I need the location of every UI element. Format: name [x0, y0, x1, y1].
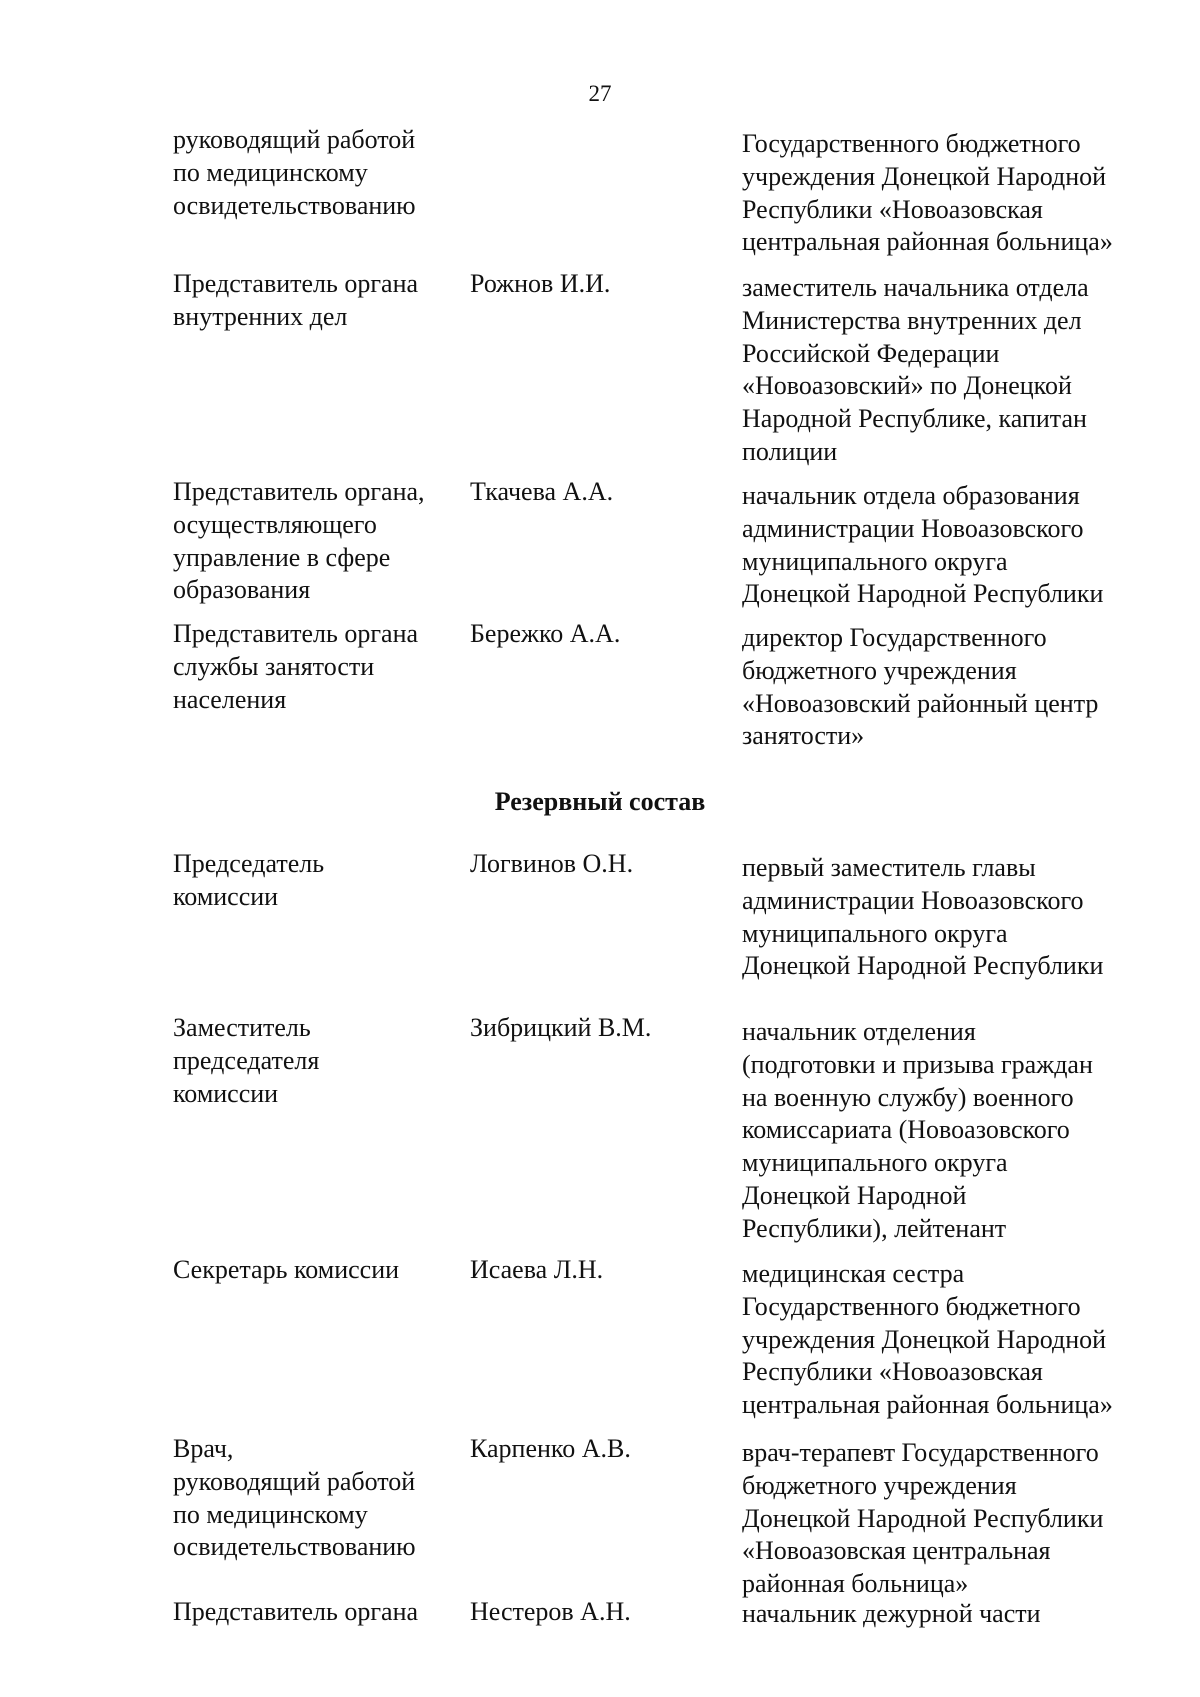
member-name: Нестеров А.Н. — [470, 1597, 631, 1626]
member-position: начальник отдела образования администрации Новоазовского муниципального округа Донецкой Народной Республики — [742, 481, 1104, 609]
member-role: Представитель органа внутренних дел — [173, 269, 419, 331]
member-role: руководящий работой по медицинскому освидетельствованию — [173, 125, 416, 220]
page-number: 27 — [588, 81, 612, 106]
member-role: Представитель органа, осуществляющего управление в сфере образования — [173, 477, 425, 605]
member-role: Заместитель председателя комиссии — [173, 1013, 320, 1108]
reserve-heading: Резервный состав — [494, 787, 706, 816]
member-role: Председатель комиссии — [173, 849, 325, 911]
member-position: директор Государственного бюджетного учреждения «Новоазовский районный центр занятости» — [742, 623, 1099, 751]
member-role: Врач, руководящий работой по медицинскому освидетельствованию — [173, 1434, 416, 1562]
member-role: Представитель органа — [173, 1597, 419, 1626]
member-name: Рожнов И.И. — [470, 269, 611, 298]
member-position: заместитель начальника отдела Министерства внутренних дел Российской Федерации «Новоазовский» по Донецкой Народной Республике, капитан полиции — [742, 273, 1089, 466]
member-position: Государственного бюджетного учреждения Донецкой Народной Республики «Новоазовская центральная районная больница» — [742, 129, 1113, 257]
member-position: начальник дежурной части — [742, 1599, 1041, 1628]
member-name: Ткачева А.А. — [470, 477, 614, 506]
member-role: Секретарь комиссии — [173, 1255, 400, 1284]
member-position: начальник отделения (подготовки и призыва граждан на военную службу) военного комиссариата (Новоазовского муниципального округа Донецкой Народной Республики), лейтенант — [742, 1017, 1093, 1243]
member-name: Карпенко А.В. — [470, 1434, 631, 1463]
member-name: Логвинов О.Н. — [470, 849, 634, 878]
member-position: врач-терапевт Государственного бюджетного учреждения Донецкой Народной Республики «Новоазовская центральная районная больница» — [742, 1438, 1104, 1599]
member-role: Представитель органа службы занятости населения — [173, 619, 419, 714]
member-position: медицинская сестра Государственного бюджетного учреждения Донецкой Народной Республики «Новоазовская центральная районная больница» — [742, 1259, 1113, 1420]
member-position: первый заместитель главы администрации Новоазовского муниципального округа Донецкой Народной Республики — [742, 853, 1104, 981]
member-name: Исаева Л.Н. — [470, 1255, 604, 1284]
member-name: Бережко А.А. — [470, 619, 621, 648]
member-name: Зибрицкий В.М. — [470, 1013, 652, 1042]
